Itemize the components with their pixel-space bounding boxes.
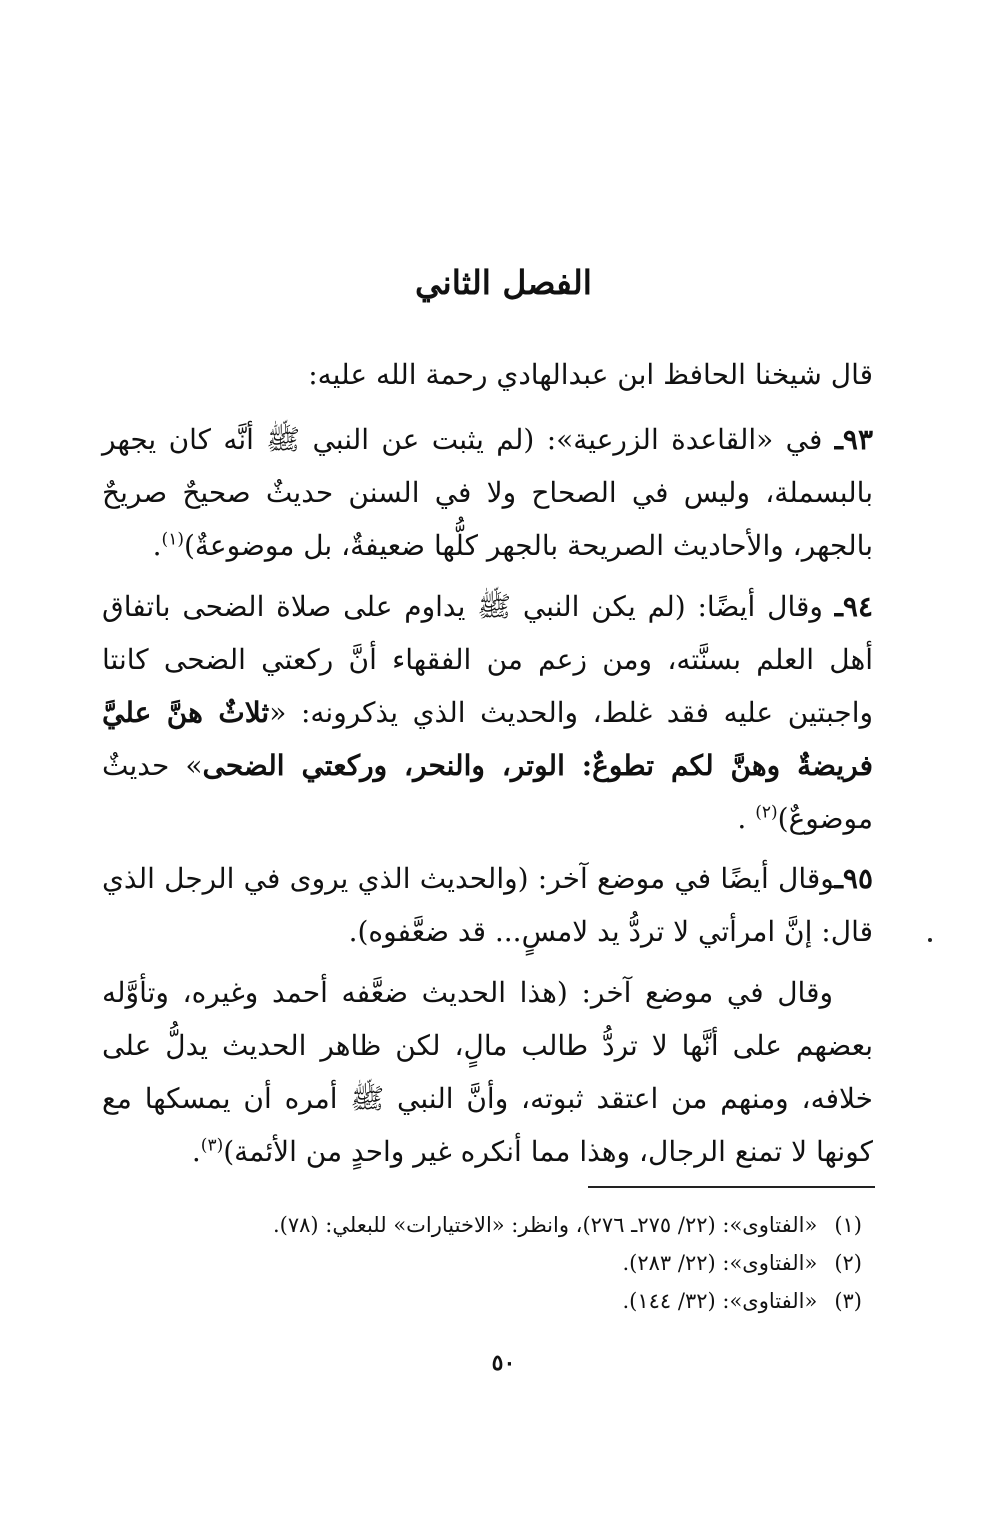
paragraph-95-continued	[102, 966, 873, 1178]
paragraph-number-93: ٩٣ـ	[834, 423, 873, 456]
paragraph-93-end: .	[152, 529, 162, 562]
footnote-separator	[588, 1186, 875, 1188]
footnote-mark: (١)	[834, 1213, 862, 1237]
footnote-ref-2[interactable]: (٢)	[755, 802, 778, 823]
footnote-item	[102, 1206, 862, 1244]
paragraph-93	[102, 413, 873, 572]
footnote-ref-3[interactable]: (٣)	[200, 1135, 224, 1156]
paragraph-94-end: .	[737, 802, 747, 835]
paragraph-number-95: ٩٥ـ	[834, 862, 873, 895]
chapter-title: الفصل الثاني	[415, 263, 592, 302]
hadith-quote: ثلاثٌ هنَّ عليَّ فريضةٌ وهنَّ لكم تطوعٌ: الوتر، والنحر، وركعتي الضحى	[102, 696, 873, 782]
footnote-item	[102, 1282, 862, 1320]
footnote-mark: (٢)	[834, 1251, 862, 1275]
footnote-item	[102, 1244, 862, 1282]
paragraph-95	[102, 852, 873, 958]
footnote-ref-1[interactable]: (١)	[161, 529, 184, 550]
paragraph-94-text-before: وقال أيضًا: (لم يكن النبي ﷺ يداوم على صلاة الضحى باتفاق أهل العلم بسنَّته، ومن زعم من الفقهاء أنَّ ركعتي الضحى كانتا واجبتين عليه فقد غلط، والحديث الذي يذكرونه: «	[102, 590, 874, 729]
footnotes-list	[102, 1206, 862, 1320]
footnote-text: «الفتاوى»: (٢٢/ ٢٨٣).	[622, 1251, 818, 1275]
stray-dot	[928, 938, 932, 942]
paragraph-95-text: وقال أيضًا في موضع آخر: (والحديث الذي يروى في الرجل الذي قال: إنَّ امرأتي لا تردُّ يد لامسٍ... قد ضعَّفوه).	[102, 862, 873, 948]
paragraph-93-text: في «القاعدة الزرعية»: (لم يثبت عن النبي ﷺ أنَّه كان يجهر بالبسملة، وليس في الصحاح ولا في السنن حديثٌ صحيحٌ صريحٌ بالجهر، والأحاديث الصريحة بالجهر كلُّها ضعيفةٌ، بل موضوعةٌ)	[102, 423, 873, 562]
paragraph-94	[102, 580, 873, 845]
footnote-text: «الفتاوى»: (٢٢/ ٢٧٥ـ ٢٧٦)، وانظر: «الاختيارات» للبعلي: (٧٨).	[272, 1213, 818, 1237]
paragraph-94-text-after: » حديثٌ موضوعٌ)	[102, 749, 873, 835]
paragraph-95b-text: وقال في موضع آخر: (هذا الحديث ضعَّفه أحمد وغيره، وتأوَّله بعضهم على أنَّها لا تردُّ طالب مالٍ، لكن ظاهر الحديث يدلُّ على خلافه، ومنهم من اعتقد ثبوته، وأنَّ النبي ﷺ أمره أن يمسكها مع كونها لا تمنع الرجال، وهذا مما أنكره غير واحدٍ من الأئمة)	[102, 976, 873, 1168]
footnote-text: «الفتاوى»: (٣٢/ ١٤٤).	[622, 1289, 818, 1313]
footnote-mark: (٣)	[834, 1289, 862, 1313]
paragraph-95b-end: .	[191, 1135, 201, 1168]
intro-line: قال شيخنا الحافظ ابن عبدالهادي رحمة الله عليه:	[308, 358, 873, 391]
page-number: ٥٠	[491, 1350, 516, 1376]
paragraph-number-94: ٩٤ـ	[834, 590, 873, 623]
